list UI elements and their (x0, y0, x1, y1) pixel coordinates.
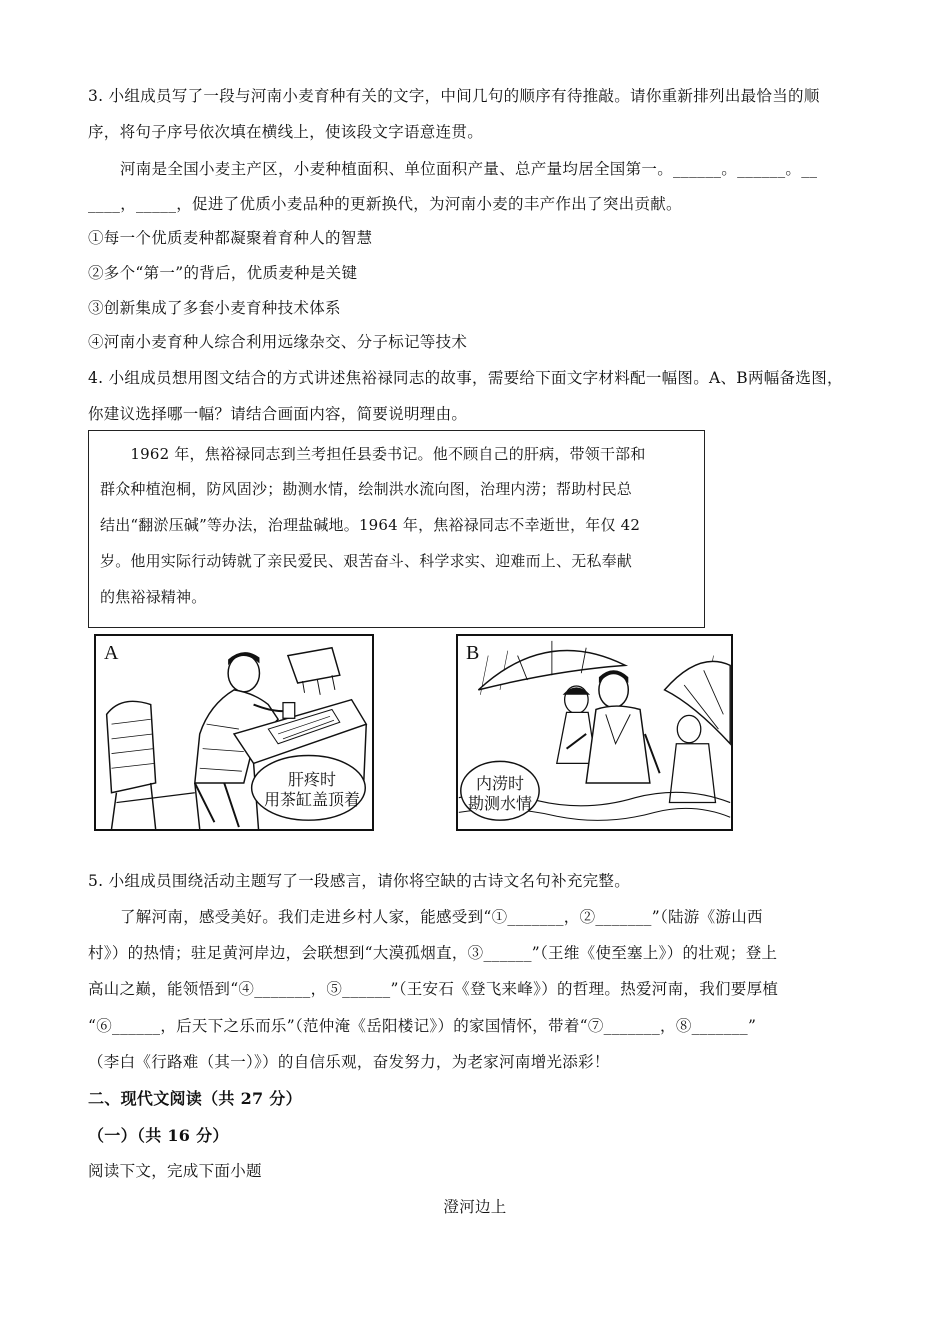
q3-option-1: ①每一个优质麦种都凝聚着育种人的智慧 (88, 229, 373, 247)
subsection-title: （一）（共 16 分） (88, 1126, 229, 1145)
illustration-a-caption-line2: 用茶缸盖顶着 (263, 790, 360, 809)
reading-instruction: 阅读下文，完成下面小题 (88, 1162, 262, 1180)
material-line-1: 1962 年，焦裕禄同志到兰考担任县委书记。他不顾自己的肝病，带领干部和 (100, 445, 646, 463)
q5-passage-line2: 村》）的热情；驻足黄河岸边，会联想到“大漠孤烟直，③______”（王维《使至塞上》）的壮观；登上 (88, 944, 778, 962)
material-line-2: 群众种植泡桐，防风固沙；勘测水情，绘制洪水流向图，治理内涝；帮助村民总 (100, 480, 633, 498)
q3-option-2: ②多个“第一”的背后，优质麦种是关键 (88, 264, 358, 282)
section-title: 二、现代文阅读（共 27 分） (88, 1089, 302, 1108)
illustration-b-caption (460, 774, 540, 814)
q5-passage-line3: 高山之巅，能领悟到“④_______，⑤______”（王安石《登飞来峰》）的哲理。热爱河南，我们要厚植 (88, 980, 779, 998)
q5-passage-line5: （李白《行路难（其一）》）的自信乐观，奋发努力，为老家河南增光添彩！ (88, 1053, 610, 1071)
material-line-3: 结出“翻淤压碱”等办法，治理盐碱地。1964 年，焦裕禄同志不幸逝世，年仅 42 (100, 516, 641, 534)
q5-passage-line1: 了解河南，感受美好。我们走进乡村人家，能感受到“①_______，②_______”（陆游《游山西 (120, 908, 763, 926)
illustration-b-caption-line1: 内涝时 (475, 774, 524, 793)
q3-prompt-line1: 3. 小组成员写了一段与河南小麦育种有关的文字，中间几句的顺序有待推敲。请你重新排列出最恰当的顺 (88, 87, 820, 105)
material-line-5: 的焦裕禄精神。 (100, 588, 207, 606)
q3-option-4: ④河南小麦育种人综合利用远缘杂交、分子标记等技术 (88, 333, 468, 351)
illustration-b-letter: B (466, 642, 480, 664)
article-title: 澄河边上 (443, 1198, 507, 1216)
illustration-b (456, 634, 733, 831)
material-line-4: 岁。他用实际行动铸就了亲民爱民、艰苦奋斗、科学求实、迎难而上、无私奉献 (100, 552, 633, 570)
illustration-b-caption-line2: 勘测水情 (467, 794, 532, 813)
q4-material-box (88, 430, 705, 628)
illustration-a-caption-line1: 肝疼时 (287, 770, 336, 789)
q4-prompt-line1: 4. 小组成员想用图文结合的方式讲述焦裕禄同志的故事，需要给下面文字材料配一幅图。A、B两幅备选图， (88, 369, 843, 387)
q3-passage-line2: ____，_____，促进了优质小麦品种的更新换代，为河南小麦的丰产作出了突出贡献。 (88, 195, 682, 213)
q5-prompt: 5. 小组成员围绕活动主题写了一段感言，请你将空缺的古诗文名句补充完整。 (88, 872, 631, 890)
illustration-a-letter: A (104, 642, 119, 664)
q5-passage-line4: “⑥______，后天下之乐而乐”（范仲淹《岳阳楼记》）的家国情怀，带着“⑦_______，⑧_______” (88, 1017, 757, 1035)
illustration-a-caption (256, 770, 368, 810)
q4-prompt-line2: 你建议选择哪一幅？请结合画面内容，简要说明理由。 (88, 405, 468, 423)
q3-prompt-line2: 序，将句子序号依次填在横线上，使该段文字语意连贯。 (88, 123, 484, 141)
q3-option-3: ③创新集成了多套小麦育种技术体系 (88, 299, 341, 317)
q3-passage-line1: 河南是全国小麦主产区，小麦种植面积、单位面积产量、总产量均居全国第一。______。______。__ (120, 160, 818, 178)
illustration-a (94, 634, 374, 831)
